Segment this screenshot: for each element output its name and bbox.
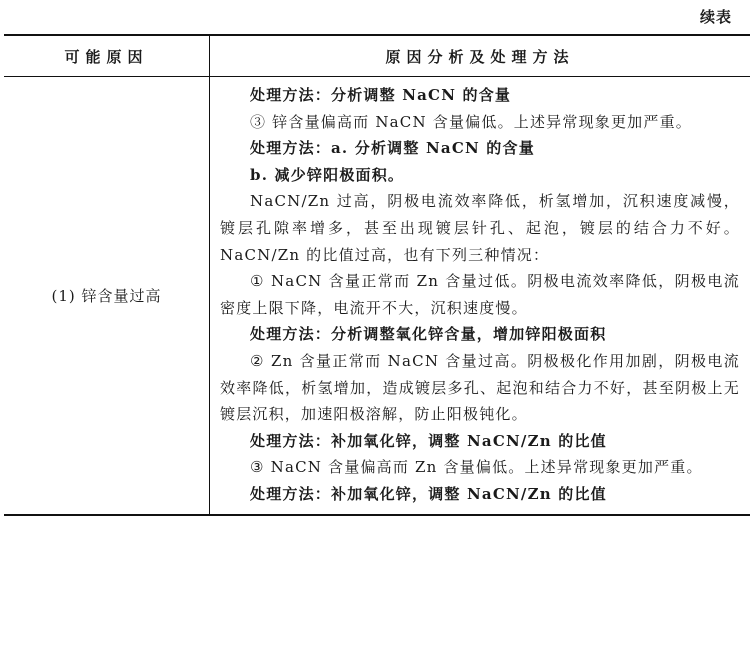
analysis-cell — [210, 77, 751, 515]
cause-analysis-table — [4, 34, 750, 516]
analysis-line: ① NaCN 含量正常而 Zn 含量过低。阴极电流效率降低，阴极电流密度上限下降，电流开不大，沉积速度慢。 — [220, 272, 740, 317]
analysis-line: 处理方法：分析调整 NaCN 的含量 — [250, 86, 512, 104]
header-possible-cause: 可能原因 — [4, 35, 210, 77]
cause-cell: (1) 锌含量过高 — [4, 77, 210, 515]
analysis-line: 处理方法：补加氧化锌，调整 NaCN/Zn 的比值 — [250, 431, 607, 450]
table-header-row — [4, 35, 750, 77]
analysis-line: ② Zn 含量正常而 NaCN 含量过高。阴极极化作用加剧，阴极电流效率降低，析氢增加，造成镀层多孔、起泡和结合力不好，甚至阴极上无镀层沉积，加速阳极溶解，防止阳极钝化。 — [220, 351, 740, 424]
analysis-line: ③ NaCN 含量偏高而 Zn 含量偏低。上述异常现象更加严重。 — [250, 458, 703, 477]
analysis-line: NaCN/Zn 过高，阴极电流效率降低，析氢增加，沉积速度减慢，镀层孔隙率增多，甚至出现镀层针孔、起泡，镀层的结合力不好。NaCN/Zn 的比值过高，也有下列三种情况： — [220, 192, 740, 264]
analysis-line: 处理方法：a. 分析调整 NaCN 的含量 — [250, 139, 535, 158]
analysis-line: 处理方法：补加氧化锌，调整 NaCN/Zn 的比值 — [250, 484, 607, 503]
analysis-line: b. 减少锌阳极面积。 — [250, 165, 405, 184]
continued-label: 续表 — [699, 8, 732, 26]
table-row — [4, 77, 750, 515]
analysis-line: 处理方法：分析调整氧化锌含量，增加锌阳极面积 — [250, 325, 607, 344]
analysis-line: ③ 锌含量偏高而 NaCN 含量偏低。上述异常现象更加严重。 — [250, 112, 692, 131]
header-analysis-method: 原因分析及处理方法 — [210, 35, 751, 77]
